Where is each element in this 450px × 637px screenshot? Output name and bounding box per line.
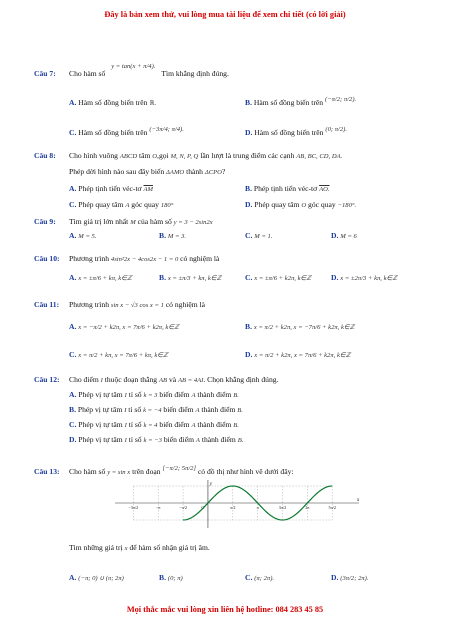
text: tỉ số — [128, 405, 142, 414]
formula: y = sin x — [107, 469, 131, 476]
text: Tìm khẳng định đúng. — [161, 69, 229, 78]
option-math: M = 3. — [167, 233, 187, 240]
option-a[interactable] — [69, 573, 124, 582]
math: M, N, P, Q — [170, 153, 199, 160]
option-label: A. — [69, 322, 77, 331]
text: Tìm những giá trị — [69, 543, 123, 552]
option-math: x = −π/2 + k2π, x = 7π/6 + k2π, k∈ℤ — [78, 324, 179, 331]
option-math: (0; π) — [167, 575, 183, 582]
text: và — [168, 375, 177, 384]
question-label: Câu 11: — [34, 300, 60, 309]
text: Phương trình — [69, 254, 109, 263]
tick-label: −π — [155, 505, 161, 510]
header-banner: Đây là bản xem thử, vui lòng mua tài liệu để xem chi tiết (có lời giải) — [104, 10, 346, 19]
x-axis-label: x — [357, 498, 360, 503]
option-math: AO. — [319, 186, 330, 193]
text: Tìm giá trị lớn nhất — [69, 217, 129, 226]
option-label: C. — [69, 200, 77, 209]
option-label: C. — [69, 420, 77, 429]
question-label: Câu 12: — [34, 375, 60, 384]
math: AB — [158, 377, 168, 384]
option-label: A. — [69, 273, 77, 282]
footer-banner: Mọi thắc mắc vui lòng xin liên hệ hotline: 084 283 45 85 — [126, 605, 324, 614]
option-label: C. — [245, 573, 253, 582]
text: biến điểm — [163, 435, 194, 444]
option-math: x = ±π/6 + k2π, k∈ℤ — [254, 275, 312, 282]
option-math: $\overline{AM}$ — [143, 186, 154, 193]
option-label: D. — [245, 350, 253, 359]
math: A — [191, 422, 196, 429]
math: ΔAMO — [166, 169, 185, 176]
text: của hàm số — [137, 217, 172, 226]
option-c[interactable] — [69, 350, 168, 359]
question-label: Câu 13: — [34, 467, 60, 476]
option-b[interactable] — [69, 405, 243, 414]
option-b[interactable] — [245, 98, 356, 107]
option-text: Hàm số đồng biến trên — [253, 98, 324, 107]
math: 180° — [160, 202, 174, 209]
option-text: Hàm số đồng biến trên — [78, 98, 148, 107]
formula: y = tan(x + π/4). — [111, 63, 156, 70]
option-label: A. — [69, 98, 77, 107]
option-d[interactable] — [245, 350, 351, 359]
text: Cho hình vuông — [69, 151, 118, 160]
text: có nghiệm là — [180, 254, 220, 263]
option-label: D. — [331, 273, 339, 282]
math: B. — [233, 392, 239, 399]
math: B. — [237, 437, 244, 444]
question-label: Câu 9: — [34, 217, 56, 226]
option-math: x = ±π/3 + kπ, k∈ℤ — [167, 275, 222, 282]
text: Phép dời hình nào sau đây biến — [69, 167, 165, 176]
option-math: (0; π/2). — [325, 126, 348, 133]
text: thành điểm — [197, 420, 232, 429]
option-math: x = π/2 + k2π, x = −7π/6 + k2π, k∈ℤ — [253, 324, 355, 331]
option-math: x = ±2π/3 + kπ, k∈ℤ — [340, 275, 398, 282]
option-math: (−3π/4; π/4). — [149, 126, 184, 133]
text: góc quay — [308, 200, 336, 209]
option-text: Phép quay tâm — [78, 200, 124, 209]
math: I — [124, 422, 127, 429]
question-text-line2 — [69, 167, 225, 176]
text: thành điểm — [201, 435, 236, 444]
math: k = 4 — [143, 422, 158, 429]
text: ,gọi — [157, 151, 169, 160]
option-math: M = 1. — [254, 233, 273, 240]
tick-label: π — [256, 505, 259, 510]
option-c[interactable] — [69, 200, 173, 209]
math: k = 3 — [143, 392, 158, 399]
tick-label: 3π/2 — [278, 505, 287, 510]
question-label: Câu 8: — [34, 151, 56, 160]
option-c[interactable] — [245, 573, 274, 582]
question-text — [69, 300, 205, 309]
option-a[interactable] — [69, 231, 96, 240]
sine-graph — [113, 480, 363, 530]
math: AB, BC, CD, DA. — [296, 153, 343, 160]
option-c[interactable] — [69, 128, 184, 137]
tick-label: −3π/2 — [128, 505, 139, 510]
option-label: D. — [331, 231, 339, 240]
option-c[interactable] — [69, 420, 239, 429]
text: Phép vị tự tâm — [78, 435, 123, 444]
math: A — [195, 407, 200, 414]
math: −180°. — [337, 202, 357, 209]
question-text-line2 — [69, 543, 210, 552]
text: biến điểm — [159, 420, 190, 429]
option-math: ℝ. — [149, 100, 157, 107]
option-label: D. — [245, 200, 253, 209]
math: I — [124, 407, 127, 414]
tick-label: −π/2 — [179, 505, 187, 510]
text: ? — [221, 167, 226, 176]
math: B. — [237, 407, 243, 414]
math: A — [191, 392, 196, 399]
option-a[interactable] — [69, 98, 156, 107]
math: k = −4 — [143, 407, 162, 414]
text: Cho điểm — [69, 375, 99, 384]
option-math: (π; 2π). — [254, 575, 275, 582]
text: thành điểm — [197, 390, 232, 399]
text: Phép vị tự tâm — [77, 405, 123, 414]
formula: sin x − √3 cos x = 1 — [110, 302, 164, 309]
text: Cho hàm số — [69, 69, 106, 78]
text: lần lượt là trung điểm các cạnh — [200, 151, 295, 160]
text: tỉ số — [128, 435, 142, 444]
question-text — [69, 467, 294, 476]
math: x — [124, 545, 128, 552]
question-text — [69, 254, 219, 263]
option-b[interactable] — [159, 231, 186, 240]
text: biến điểm — [159, 390, 190, 399]
option-text: Hàm số đồng biến trên — [254, 128, 324, 137]
option-math: M = 5. — [78, 233, 97, 240]
option-b[interactable] — [245, 322, 355, 331]
tick-label: 5π/2 — [328, 505, 336, 510]
math: B. — [233, 422, 239, 429]
math: ABCD — [119, 153, 138, 160]
option-label: A. — [69, 231, 77, 240]
option-d[interactable] — [331, 273, 397, 282]
formula: y = 3 − 2sin2x — [173, 219, 213, 226]
option-math: x = ±π/6 + kπ, k∈ℤ — [78, 275, 132, 282]
text: thành điểm — [201, 405, 236, 414]
option-label: A. — [69, 573, 77, 582]
text: tỉ số — [128, 390, 142, 399]
math: I — [100, 377, 103, 384]
option-label: D. — [245, 128, 253, 137]
math: A — [125, 202, 130, 209]
option-label: D. — [69, 435, 77, 444]
option-label: A. — [69, 390, 77, 399]
option-c[interactable] — [245, 231, 272, 240]
option-text: Hàm số đồng biến trên — [78, 128, 148, 137]
option-label: B. — [159, 231, 166, 240]
option-label: B. — [159, 273, 166, 282]
math: AB = 4AI — [178, 377, 204, 384]
text: có đồ thị như hình vẽ dưới đây: — [197, 467, 294, 476]
math: k = −3 — [143, 437, 162, 444]
text: góc quay — [131, 200, 159, 209]
option-math: (3π/2; 2π). — [340, 575, 369, 582]
y-axis-label: y — [209, 482, 213, 487]
question-text — [69, 151, 342, 160]
question-text — [69, 375, 278, 384]
text: tỉ số — [128, 420, 142, 429]
option-b[interactable] — [245, 184, 330, 193]
option-b[interactable] — [159, 273, 221, 282]
text: Phép vị tự tâm — [78, 420, 123, 429]
text: để hàm số nhận giá trị âm. — [129, 543, 210, 552]
interval: [−π/2; 5π/2] — [162, 465, 197, 472]
option-text: Phép tịnh tiến véc-tơ — [253, 184, 318, 193]
option-math: x = π/2 + kπ, x = 7π/6 + kπ, k∈ℤ — [78, 352, 168, 359]
option-b[interactable] — [159, 573, 183, 582]
option-text: Phép quay tâm — [254, 200, 300, 209]
text: biến điểm — [163, 405, 194, 414]
option-d[interactable] — [69, 435, 243, 444]
text: tâm — [138, 151, 151, 160]
math: I — [124, 392, 127, 399]
option-math: (−π/2; π/2). — [324, 96, 357, 103]
option-d[interactable] — [245, 200, 356, 209]
option-d[interactable] — [331, 231, 357, 240]
option-label: B. — [245, 184, 252, 193]
option-label: C. — [245, 231, 253, 240]
option-d[interactable] — [245, 128, 347, 137]
math: O — [152, 153, 158, 160]
question-label: Câu 10: — [34, 254, 60, 263]
tick-label: O — [201, 505, 205, 510]
option-label: D. — [331, 573, 339, 582]
text: . Chọn khẳng định đúng. — [203, 375, 279, 384]
option-label: B. — [245, 98, 252, 107]
option-label: A. — [69, 184, 77, 193]
tick-label: π/2 — [230, 505, 236, 510]
option-a[interactable] — [69, 273, 132, 282]
text: trên đoạn — [132, 467, 161, 476]
option-math: M = 6 — [340, 233, 357, 240]
option-c[interactable] — [245, 273, 311, 282]
math: O — [301, 202, 307, 209]
question-text — [69, 63, 229, 78]
option-a[interactable] — [69, 184, 153, 193]
option-d[interactable] — [331, 573, 369, 582]
option-label: B. — [69, 405, 76, 414]
text: thuộc đoạn thẳng — [104, 375, 158, 384]
math: M — [130, 219, 136, 226]
text: Cho hàm số — [69, 467, 106, 476]
option-a[interactable] — [69, 390, 239, 399]
option-math: (−π; 0) ∪ (π; 2π) — [78, 575, 124, 582]
option-text: Phép tịnh tiến véc-tơ — [78, 184, 142, 193]
option-label: C. — [245, 273, 253, 282]
option-label: C. — [69, 350, 77, 359]
text: Phép vị tự tâm — [78, 390, 123, 399]
question-text — [69, 217, 213, 226]
math: ΔCPO — [204, 169, 222, 176]
option-math: x = π/2 + k2π, x = 7π/6 + k2π, k∈ℤ — [254, 352, 351, 359]
math: A — [195, 437, 200, 444]
option-label: B. — [159, 573, 166, 582]
math: I — [124, 437, 127, 444]
text: Phương trình — [69, 300, 109, 309]
tick-label: 2π — [305, 505, 310, 510]
option-label: B. — [245, 322, 252, 331]
formula: 4sin²2x − 4cos2x − 1 = 0 — [110, 256, 179, 263]
option-label: C. — [69, 128, 77, 137]
question-label: Câu 7: — [34, 69, 56, 78]
text: thành — [186, 167, 203, 176]
option-a[interactable] — [69, 322, 179, 331]
text: có nghiệm là — [165, 300, 206, 309]
